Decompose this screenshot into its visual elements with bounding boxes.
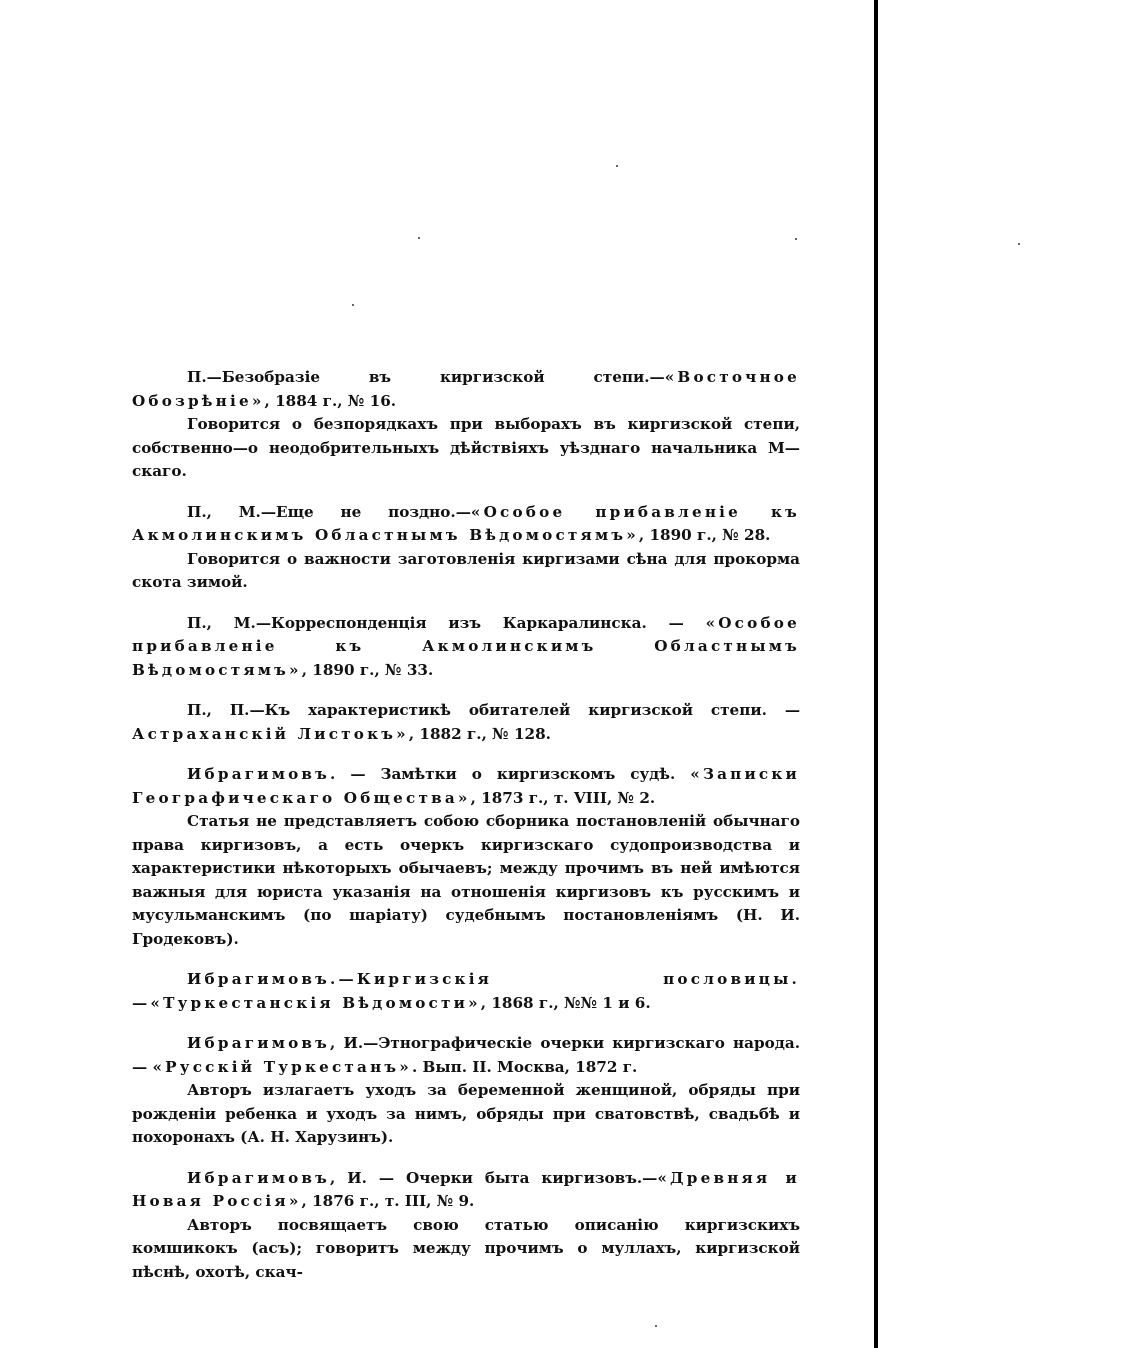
entry-source: «Древняя и Новая Россія» — [132, 1168, 800, 1210]
entry-source: «Туркестанскія Вѣдомости» — [150, 993, 481, 1012]
entry-author: П., М.— — [187, 502, 277, 521]
entry-source: «Восточное Обозрѣніе» — [132, 368, 800, 410]
entry-title: , И. — Очерки быта киргизовъ.— — [330, 1168, 658, 1187]
entry-source: Астраханскій Листокъ» — [132, 724, 409, 743]
bibliography-entry — [132, 1167, 800, 1285]
entry-author: П.— — [187, 368, 222, 386]
bibliography-entry — [132, 366, 800, 484]
entry-citation — [132, 763, 800, 810]
bibliography-list — [132, 366, 800, 1301]
entry-title: , И.—Этнографическіе очерки киргизскаго народа.— — [132, 1034, 800, 1076]
bibliography-entry — [132, 1032, 800, 1150]
paper-speck — [795, 238, 797, 240]
paper-speck — [1018, 243, 1020, 245]
paper-speck — [655, 1325, 657, 1327]
bibliography-entry — [132, 699, 800, 746]
entry-author: П., М.— — [187, 613, 272, 632]
entry-title: Еще не поздно.— — [276, 502, 471, 521]
entry-annotation: Авторъ посвящаетъ свою статью описанію киргизскихъ комшикокъ (асъ); говоритъ между прочимъ о муллахъ, киргизской пѣснѣ, охотѣ, скач- — [132, 1215, 800, 1281]
page-edge-rule — [874, 0, 878, 1348]
entry-details: , 1868 г., №№ 1 и 6. — [480, 993, 651, 1012]
entry-details: , 1873 г., т. VIII, № 2. — [470, 788, 656, 807]
entry-title: Безобразіе въ киргизской степи.— — [221, 368, 665, 386]
entry-details: , 1884 г., № 16. — [264, 391, 397, 410]
entry-source: «Особое прибавленіе къ Акмолинскимъ Областнымъ Вѣдомостямъ» — [132, 613, 800, 679]
entry-citation — [132, 612, 800, 683]
entry-annotation: Говорится о безпорядкахъ при выборахъ въ киргизской степи, собственно—о неодобрительныхъ дѣйствіяхъ уѣзднаго начальника М—скаго. — [132, 415, 800, 480]
entry-annotation: Статья не представляетъ собою сборника постановленій обычнаго права киргизовъ, а есть очеркъ киргизскаго судопроизводства и характеристики нѣкоторыхъ обычаевъ; между прочимъ въ ней имѣются важныя для юриста указанія на отношенія киргизовъ къ русскимъ и мусульманскимъ (по шаріату) судебнымъ постановленіямъ (Н. И. Гродековъ). — [132, 812, 800, 948]
entry-author: Ибрагимовъ — [187, 1034, 331, 1052]
entry-details: , 1890 г., № 33. — [301, 660, 434, 679]
paper-speck — [352, 304, 354, 306]
paper-speck — [418, 237, 420, 239]
entry-details: , 1890 г., № 28. — [638, 526, 771, 544]
entry-citation — [132, 1167, 800, 1214]
entry-citation — [132, 1032, 800, 1079]
entry-annotation: Говорится о важности заготовленія киргизами сѣна для прокорма скота зимой. — [132, 549, 800, 591]
entry-citation — [132, 699, 800, 746]
entry-title: Корреспонденція изъ Каркаралинска. — — [271, 613, 706, 632]
entry-author: Ибрагимовъ — [187, 970, 331, 988]
bibliography-entry — [132, 501, 800, 595]
entry-author: П., П.— — [187, 701, 265, 719]
entry-source: «Русскій Туркестанъ» — [152, 1057, 412, 1076]
entry-title: .—Киргизскія пословицы.— — [132, 970, 800, 1012]
entry-details: , 1876 г., т. III, № 9. — [301, 1192, 475, 1210]
entry-citation — [132, 366, 800, 413]
entry-details: , 1882 г., № 128. — [408, 724, 551, 743]
bibliography-entry — [132, 763, 800, 951]
entry-author: Ибрагимовъ — [187, 765, 331, 783]
entry-author: Ибрагимовъ — [187, 1168, 331, 1187]
entry-title: Къ характеристикѣ обитателей киргизской степи. — — [264, 701, 801, 719]
entry-citation — [132, 501, 800, 548]
paper-speck — [616, 165, 618, 167]
entry-source: «Особое прибавленіе къ Акмолинскимъ Областнымъ Вѣдомостямъ» — [132, 502, 800, 544]
bibliography-entry — [132, 968, 800, 1015]
entry-title: . — Замѣтки о киргизскомъ судѣ. — [330, 765, 691, 783]
bibliography-entry — [132, 612, 800, 683]
entry-details: . Вып. II. Москва, 1872 г. — [411, 1057, 638, 1076]
entry-annotation: Авторъ излагаетъ уходъ за беременной женщиной, обряды при рожденіи ребенка и уходъ за нимъ, обряды при сватовствѣ, свадьбѣ и похоронахъ (А. Н. Харузинъ). — [132, 1081, 800, 1146]
entry-citation — [132, 968, 800, 1015]
entry-source: «Записки Географическаго Общества» — [132, 765, 800, 807]
